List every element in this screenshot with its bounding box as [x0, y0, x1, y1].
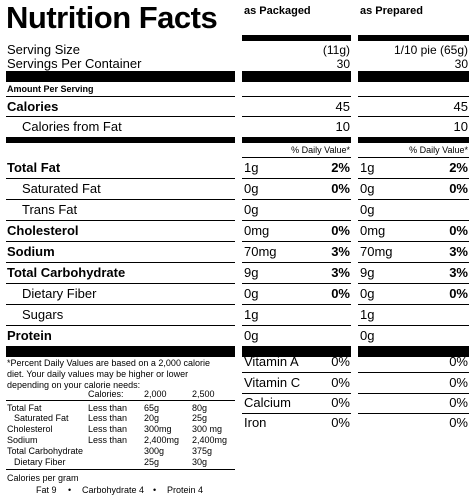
divider — [358, 413, 469, 414]
footnote-row-cond: Less than — [88, 403, 128, 413]
dv-header-prepared: % Daily Value* — [409, 145, 468, 155]
thick-divider — [242, 71, 351, 82]
vitamin-prepared: 0% — [449, 415, 468, 430]
divider — [242, 372, 351, 373]
vitamin-packaged: 0% — [331, 354, 350, 369]
footnote-col-2500: 2,500 — [192, 389, 215, 399]
nutrient-label: Cholesterol — [7, 223, 79, 238]
divider — [242, 413, 351, 414]
divider — [242, 393, 351, 394]
per-gram-protein: Protein 4 — [167, 485, 204, 495]
divider — [358, 262, 469, 263]
calories-prepared: 45 — [453, 99, 468, 114]
nutrient-dv-prepared: 3% — [449, 265, 468, 280]
footnote-row-v1: 2,400mg — [144, 435, 180, 445]
nutrient-label: Trans Fat — [22, 202, 78, 217]
divider — [6, 304, 235, 305]
footnote-row-v2: 25g — [192, 413, 208, 423]
calories-packaged: 45 — [335, 99, 350, 114]
calories-label: Calories — [7, 99, 59, 114]
divider — [242, 178, 351, 179]
divider — [358, 199, 469, 200]
nutrient-dv-packaged: 2% — [331, 160, 350, 175]
footnote-row-v1: 300mg — [144, 424, 172, 434]
footnote-row-v2: 80g — [192, 403, 208, 413]
servings-per-container-label: Servings Per Container — [7, 56, 142, 71]
divider — [358, 241, 469, 242]
nutrient-dv-packaged: 0% — [331, 223, 350, 238]
col-bar — [358, 35, 469, 41]
nutrient-amount-packaged: 0g — [244, 286, 259, 301]
footnote-row-v2: 2,400mg — [192, 435, 228, 445]
nutrient-amount-packaged: 9g — [244, 265, 259, 280]
divider — [242, 220, 351, 221]
nutrient-amount-packaged: 1g — [244, 160, 259, 175]
divider — [6, 96, 235, 97]
footnote-row-label: Saturated Fat — [14, 413, 69, 423]
servings-prepared: 30 — [454, 57, 468, 71]
divider — [242, 241, 351, 242]
vitamin-label: Calcium — [244, 395, 291, 410]
vitamin-prepared: 0% — [449, 395, 468, 410]
label-title: Nutrition Facts — [6, 0, 218, 35]
divider — [6, 400, 235, 401]
col-header-packaged: as Packaged — [244, 5, 311, 17]
nutrient-amount-prepared: 1g — [360, 307, 375, 322]
divider — [358, 96, 469, 97]
calories-fat-packaged: 10 — [335, 119, 350, 134]
divider — [242, 116, 351, 117]
medium-divider — [6, 137, 235, 143]
divider — [6, 199, 235, 200]
footnote-row-label: Cholesterol — [7, 424, 53, 434]
nutrient-label: Saturated Fat — [22, 181, 101, 196]
col-header-prepared: as Prepared — [360, 5, 423, 17]
vitamin-packaged: 0% — [331, 375, 350, 390]
divider — [6, 283, 235, 284]
bullet: • — [68, 485, 72, 495]
footnote-line: *Percent Daily Values are based on a 2,000 calorie — [7, 358, 210, 368]
divider — [358, 178, 469, 179]
footnote-row-cond: Less than — [88, 424, 128, 434]
divider — [242, 199, 351, 200]
divider — [242, 96, 351, 97]
nutrient-amount-prepared: 0g — [360, 286, 375, 301]
nutrient-amount-packaged: 0g — [244, 181, 259, 196]
divider — [358, 116, 469, 117]
footnote-row-v2: 30g — [192, 457, 208, 467]
divider — [358, 372, 469, 373]
divider — [358, 325, 469, 326]
nutrient-amount-prepared: 70mg — [360, 244, 393, 259]
divider — [6, 220, 235, 221]
serving-size-prepared: 1/10 pie (65g) — [393, 43, 468, 57]
vitamin-label: Iron — [244, 415, 267, 430]
footnote-row-label: Sodium — [7, 435, 38, 445]
thick-divider — [6, 71, 235, 82]
nutrient-dv-prepared: 3% — [449, 244, 468, 259]
nutrient-amount-prepared: 0g — [360, 181, 375, 196]
per-gram-carb: Carbohydrate 4 — [82, 485, 145, 495]
nutrient-label: Protein — [7, 328, 52, 343]
nutrient-dv-prepared: 2% — [449, 160, 468, 175]
nutrient-amount-packaged: 0mg — [244, 223, 270, 238]
footnote-row-v2: 375g — [192, 446, 213, 456]
amount-per-serving: Amount Per Serving — [7, 84, 94, 94]
footnote-row-v1: 300g — [144, 446, 165, 456]
vitamin-prepared: 0% — [449, 354, 468, 369]
vitamin-prepared: 0% — [449, 375, 468, 390]
footnote-row-label: Total Carbohydrate — [7, 446, 84, 456]
divider — [358, 283, 469, 284]
divider — [6, 325, 235, 326]
nutrient-amount-prepared: 1g — [360, 160, 375, 175]
vitamin-label: Vitamin C — [244, 375, 301, 390]
col-bar — [242, 35, 351, 41]
footnote-row-v1: 65g — [144, 403, 160, 413]
per-gram-fat: Fat 9 — [36, 485, 57, 495]
nutrient-dv-packaged: 3% — [331, 265, 350, 280]
nutrient-amount-prepared: 0g — [360, 202, 375, 217]
dv-header-packaged: % Daily Value* — [291, 145, 350, 155]
divider — [358, 157, 469, 158]
footnote-row-v1: 20g — [144, 413, 160, 423]
divider — [358, 220, 469, 221]
nutrient-dv-packaged: 3% — [331, 244, 350, 259]
divider — [358, 304, 469, 305]
nutrient-amount-prepared: 9g — [360, 265, 375, 280]
nutrient-label: Dietary Fiber — [22, 286, 97, 301]
footnote-col-2000: 2,000 — [144, 389, 167, 399]
footnote-row-label: Total Fat — [7, 403, 42, 413]
footnote-line: diet. Your daily values may be higher or lower — [7, 369, 189, 379]
divider — [6, 178, 235, 179]
vitamin-packaged: 0% — [331, 395, 350, 410]
divider — [6, 469, 235, 470]
divider — [6, 116, 235, 117]
nutrient-label: Sugars — [22, 307, 64, 322]
nutrient-amount-prepared: 0mg — [360, 223, 386, 238]
bullet: • — [153, 485, 157, 495]
divider — [242, 325, 351, 326]
nutrient-dv-packaged: 0% — [331, 286, 350, 301]
footnote-line: depending on your calorie needs: — [7, 380, 141, 390]
nutrient-label: Sodium — [7, 244, 55, 259]
calories-fat-label: Calories from Fat — [22, 119, 122, 134]
serving-size-label: Serving Size — [7, 42, 80, 57]
thick-divider — [358, 71, 469, 82]
nutrient-label: Total Carbohydrate — [7, 265, 126, 280]
vitamin-packaged: 0% — [331, 415, 350, 430]
footnote-row-label: Dietary Fiber — [14, 457, 66, 467]
calories-fat-prepared: 10 — [453, 119, 468, 134]
divider — [242, 304, 351, 305]
per-gram-label: Calories per gram — [7, 473, 79, 483]
thick-divider — [6, 346, 235, 357]
medium-divider — [242, 137, 351, 143]
nutrient-label: Total Fat — [7, 160, 61, 175]
footnote-row-v1: 25g — [144, 457, 160, 467]
nutrient-dv-prepared: 0% — [449, 181, 468, 196]
footnote-row-cond: Less than — [88, 435, 128, 445]
nutrient-amount-prepared: 0g — [360, 328, 375, 343]
nutrient-amount-packaged: 1g — [244, 307, 259, 322]
vitamin-label: Vitamin A — [244, 354, 299, 369]
divider — [6, 262, 235, 263]
nutrient-dv-prepared: 0% — [449, 286, 468, 301]
nutrient-dv-packaged: 0% — [331, 181, 350, 196]
divider — [6, 241, 235, 242]
footnote-calories-label: Calories: — [88, 389, 124, 399]
nutrient-amount-packaged: 0g — [244, 202, 259, 217]
divider — [242, 157, 351, 158]
divider — [242, 283, 351, 284]
nutrient-dv-prepared: 0% — [449, 223, 468, 238]
servings-packaged: 30 — [336, 57, 350, 71]
divider — [242, 262, 351, 263]
footnote-row-cond: Less than — [88, 413, 128, 423]
nutrient-amount-packaged: 0g — [244, 328, 259, 343]
medium-divider — [358, 137, 469, 143]
footnote-row-v2: 300 mg — [192, 424, 223, 434]
serving-size-packaged: (11g) — [322, 43, 350, 57]
nutrient-amount-packaged: 70mg — [244, 244, 277, 259]
divider — [358, 393, 469, 394]
